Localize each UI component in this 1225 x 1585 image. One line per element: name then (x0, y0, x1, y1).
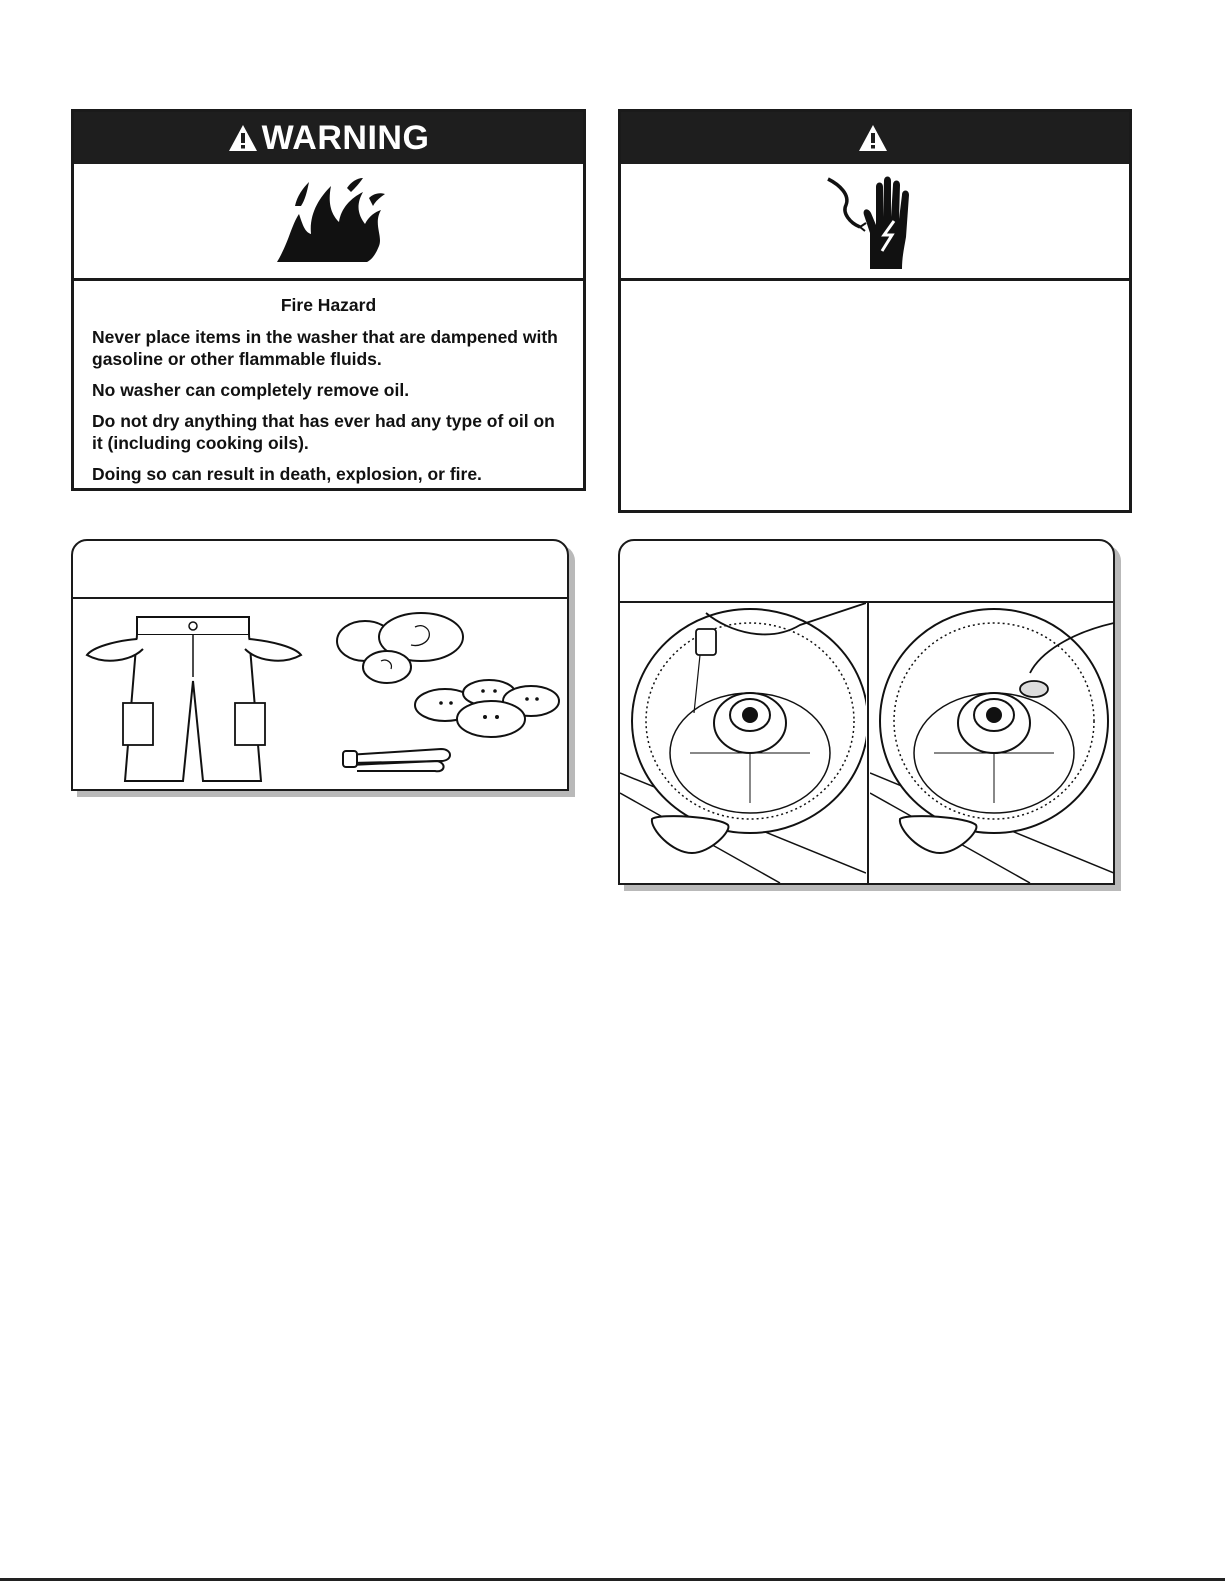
panel-caption (620, 541, 1113, 603)
empty-pockets-panel (71, 539, 569, 791)
pants-empty-pockets-icon (85, 611, 305, 787)
warning-triangle-icon (858, 123, 888, 153)
fire-warning-line: Doing so can result in death, explosion, or fire. (92, 464, 482, 484)
washer-tub-panel (618, 539, 1115, 885)
panel-caption (73, 541, 567, 599)
fire-icon-row (74, 164, 583, 281)
shock-icon-row (621, 164, 1129, 281)
fire-icon (269, 176, 389, 266)
fire-warning-line: Never place items in the washer that are dampened with gasoline or other flammable fluids. (92, 327, 558, 369)
page-footer-rule (0, 1578, 1225, 1581)
washer-tub-wiping-icon (870, 603, 1114, 883)
panel-divider (867, 601, 869, 883)
warning-signal-word: WARNING (261, 118, 430, 157)
buttons-icon (413, 675, 563, 741)
shock-warning-box (618, 109, 1132, 513)
warning-header-bar (74, 112, 583, 164)
warning-header-bar (621, 112, 1129, 164)
fire-hazard-heading: Fire Hazard (280, 295, 377, 315)
fire-warning-line: Do not dry anything that has ever had any type of oil on it (including cooking oils). (92, 411, 555, 453)
safety-pins-icon (341, 741, 461, 775)
washer-tub-pouring-icon (620, 603, 866, 883)
fire-warning-box (71, 109, 586, 491)
fire-warning-line: No washer can completely remove oil. (92, 380, 410, 400)
electrical-shock-hand-icon (820, 171, 930, 271)
fire-warning-text (92, 294, 565, 494)
warning-triangle-icon (228, 123, 258, 153)
